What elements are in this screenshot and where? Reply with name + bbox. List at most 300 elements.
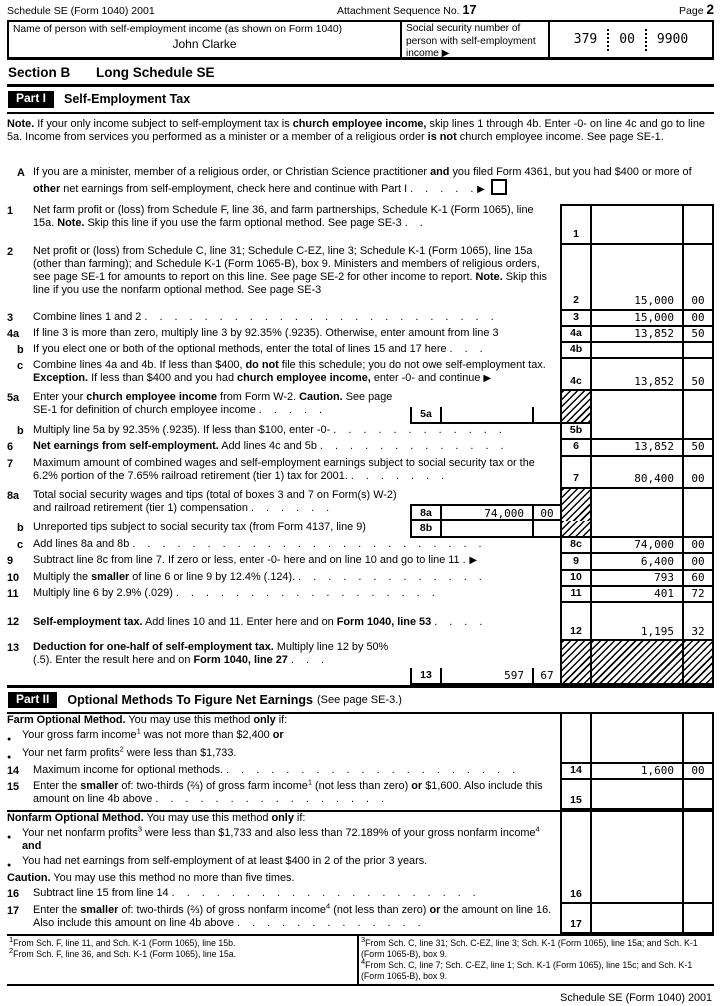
text-run: Subtract line 8c from line 7. If zero or less, enter -0- here and on line 10 and go to line 11 [33, 553, 463, 566]
cents-value-cell: 00 [682, 538, 714, 554]
text-run: smaller [80, 904, 119, 917]
amount-grid [560, 440, 714, 456]
text-run: If less than $400 and you had [88, 372, 238, 385]
footnotes-left-column [7, 936, 359, 984]
line-text [33, 166, 714, 199]
inner-cents-value [532, 521, 560, 536]
text-run: church employee income, [292, 117, 427, 130]
footnote-ref: 1 [9, 935, 14, 945]
footnote-ref: 1 [307, 777, 312, 787]
amount-grid [560, 904, 714, 934]
line-left [7, 812, 560, 827]
line-text [22, 726, 560, 746]
line-left [7, 391, 560, 424]
text-run: Multiply line 5a by 92.35% (.9235). If less than $100, enter -0- [33, 424, 334, 437]
attachment-sequence [337, 4, 679, 18]
line-left [7, 359, 560, 391]
line-number-cell [560, 521, 590, 538]
line-number-cell: 10 [560, 571, 590, 587]
form-line-8a [7, 489, 714, 521]
cents-value-cell [682, 489, 714, 521]
line-number: 12 [7, 616, 20, 629]
footnotes-right-column [359, 936, 714, 984]
line-number-cell: 4c [560, 359, 590, 391]
amount-value-cell: 80,400 [590, 457, 682, 489]
ssn-part-1: 379 [573, 32, 598, 48]
text-run: Multiply the [33, 570, 92, 583]
form-line-13 [7, 641, 714, 685]
form-line-14 [7, 764, 714, 780]
line-number: c [17, 360, 24, 373]
line-text [33, 901, 560, 934]
dot-leader: . . . . . . . . . . . . . . . . . . . . . . . . [144, 310, 495, 323]
text-run: Your gross farm income [22, 729, 137, 742]
cents-value-cell: 00 [682, 764, 714, 780]
line-left [7, 571, 560, 587]
dot-leader: . . . . . . . . . . . . . [319, 440, 505, 453]
ssn-part-3: 9900 [656, 32, 689, 48]
form-line-3 [7, 311, 714, 327]
text-run: Add lines 8a and 8b [33, 537, 133, 550]
page-header [7, 3, 714, 20]
line-number-cell [560, 641, 590, 685]
text-run: of: two-thirds (⅔) of gross farm income [118, 780, 308, 793]
text-run: from Form W-2. [217, 391, 300, 404]
footnote-ref: 3 [137, 824, 143, 834]
ssn-label: Social security number of person with self-employment income ▶ [400, 22, 550, 57]
amount-value-cell: 13,852 [590, 440, 682, 456]
amount-value-cell [590, 812, 682, 827]
amount-grid [560, 391, 714, 424]
line-left [7, 204, 560, 245]
dot-leader: . . . . . . . . . . . . . [237, 917, 422, 930]
footnote-ref: 4 [361, 956, 366, 966]
bullet-icon: ● [7, 834, 12, 842]
line-text [33, 204, 560, 245]
name-label: Name of person with self-employment income (as shown on Form 1040) [13, 24, 343, 36]
line-text [33, 391, 410, 424]
text-run: Enter your [33, 391, 87, 404]
text-run: were less than $1,733 and also less than 72.189% of your gross nonfarm income [142, 827, 536, 840]
dot-leader: . . . [290, 654, 326, 667]
text-run: smaller [91, 570, 130, 583]
amount-value-cell [590, 780, 682, 810]
amount-grid [560, 424, 714, 440]
amount-value-cell: 1,195 [590, 603, 682, 641]
text-run: church employee income, [237, 372, 371, 385]
text-run: Form 1040, line 53 [336, 615, 432, 628]
form-id: Schedule SE (Form 1040) 2001 [7, 5, 155, 17]
amount-value-cell: 74,000 [590, 538, 682, 554]
line-left [7, 457, 560, 489]
line-number-cell: 2 [560, 245, 590, 311]
section-b-label: Section B [8, 65, 71, 81]
inner-amount-box-5a [410, 407, 560, 424]
amount-value-cell: 13,852 [590, 327, 682, 343]
line-number-cell: 6 [560, 440, 590, 456]
amount-grid [560, 571, 714, 587]
text-run: From Sch. C, line 7; Sch. C-EZ, line 1; Sch. K-1 (Form 1065), line 15c; and Sch. K-1 (Form 1065-B), box 9. [361, 959, 693, 981]
line-number: 8a [7, 489, 20, 502]
text-run: Subtract line 15 from line 14 [33, 887, 172, 900]
form-line-A [7, 166, 714, 199]
line-text [33, 554, 560, 571]
text-run: and [22, 840, 42, 853]
footnote-ref: 4 [326, 901, 331, 911]
part2-header [7, 688, 714, 712]
line-text [33, 764, 560, 780]
cents-value-cell [682, 887, 714, 904]
farm-method-heading [7, 714, 714, 729]
amount-value-cell [590, 343, 682, 359]
dot-leader: . . . [449, 343, 484, 356]
line-text [22, 855, 560, 872]
line-number-cell: 12 [560, 603, 590, 641]
cents-value-cell: 60 [682, 571, 714, 587]
nonfarm-method-heading [7, 812, 714, 827]
text-run: $1,600. Also include this amount on line 4b above [33, 780, 543, 806]
text-run: is not [427, 130, 457, 143]
line-text [33, 641, 410, 685]
amount-grid [560, 245, 714, 311]
amount-grid [560, 855, 714, 872]
text-run: Add lines 4c and 5b [218, 440, 320, 453]
text-run: You had net earnings from self-employment of at least $400 in 2 of the prior 3 years. [22, 855, 428, 868]
text-run: you filed Form 4361, but you had $400 or more of [449, 165, 692, 178]
part1-title: Self-Employment Tax [64, 91, 191, 106]
dot-leader: . . . . . . . . . . . . . . . . [155, 793, 386, 806]
line-text [33, 327, 560, 343]
line-left [7, 440, 560, 456]
form-line-1 [7, 204, 714, 245]
line-number-cell [560, 714, 590, 729]
line-left [7, 603, 560, 641]
text-run: Maximum income for optional methods. [33, 763, 227, 776]
cents-value-cell: 00 [682, 311, 714, 327]
amount-grid [560, 521, 714, 538]
line-number: b [17, 425, 24, 438]
line-number-cell: 7 [560, 457, 590, 489]
cents-value-cell: 72 [682, 587, 714, 603]
dot-leader: . . [404, 216, 424, 229]
inner-amount-value: 74,000 [440, 506, 532, 519]
line-number: 15 [7, 781, 20, 794]
footnote-ref: 4 [535, 824, 540, 834]
amount-value-cell: 15,000 [590, 245, 682, 311]
inner-line-number: 13 [410, 668, 440, 683]
inner-amount-box-8b [410, 521, 560, 538]
text-run: Exception. [33, 372, 89, 385]
text-run: (not less than zero) [330, 904, 430, 917]
text-run: Farm Optional Method. [7, 714, 126, 727]
text-run: Net profit or (loss) from Schedule C, line 31; Schedule C-EZ, line 3; Schedule K-1 (Form 1065), line 15a (other than farming); and Schedule K-1 (Form 1065-B), box 9. Ministers and members of religious orders, see page SE-1 for amounts to report on this line. See page SE-2 for other income to report. [33, 244, 540, 284]
line-number-cell [560, 855, 590, 872]
footnote-ref: 1 [136, 726, 141, 736]
dot-leader: . . . . . . [250, 501, 331, 514]
line-left [7, 641, 560, 685]
amount-grid [560, 747, 714, 764]
form-line-4a [7, 327, 714, 343]
form-line-6 [7, 440, 714, 456]
amount-grid [560, 554, 714, 571]
form-line-11 [7, 587, 714, 603]
amount-grid [560, 887, 714, 904]
cents-value-cell [682, 780, 714, 810]
text-run: If you are a minister, member of a religious order, or Christian Science practitioner [33, 165, 431, 178]
text-run: If you elect one or both of the optional methods, enter the total of lines 15 and 17 here [33, 343, 450, 356]
amount-value-cell: 1,600 [590, 764, 682, 780]
amount-value-cell: 401 [590, 587, 682, 603]
line-left [7, 726, 560, 746]
page-footer: Schedule SE (Form 1040) 2001 [560, 992, 712, 1005]
amount-grid [560, 827, 714, 855]
text-run: only [253, 714, 276, 727]
text-run: of: two-thirds (⅔) of gross nonfarm income [118, 904, 326, 917]
cents-value-cell [682, 521, 714, 538]
form-line-b [7, 521, 714, 538]
dot-leader: . . . . . . . . . . . . [333, 424, 503, 437]
line-number: b [17, 344, 24, 357]
cents-value-cell [682, 904, 714, 934]
rule [7, 112, 714, 114]
inner-amount-box-8a [410, 504, 560, 521]
text-run: Deduction for one-half of self-employment tax. [33, 641, 274, 654]
ssn-value [550, 22, 712, 57]
line-a-checkbox[interactable] [491, 179, 507, 195]
cents-value-cell [682, 343, 714, 359]
text-run: Your net farm profits [22, 746, 120, 759]
line-left [7, 166, 714, 199]
text-run: church employee income. See page SE-1. [456, 130, 664, 143]
part2-tag: Part II [8, 692, 57, 708]
form-line-● [7, 824, 714, 855]
line-number: A [17, 166, 25, 179]
amount-grid [560, 780, 714, 810]
amount-value-cell [590, 747, 682, 764]
text-run: From Sch. F, line 36, and Sch. K-1 (Form 1065), line 15a. [13, 949, 237, 960]
text-run: Combine lines 1 and 2 [33, 310, 145, 323]
text-run: Net farm profit or (loss) from Schedule F, line 36, and farm partnerships, Schedule K-1 (Form 1065), line 15a. [33, 203, 534, 229]
amount-grid [560, 641, 714, 685]
dot-leader: . . . . [434, 615, 484, 628]
cents-value-cell: 00 [682, 245, 714, 311]
line-number-cell [560, 827, 590, 855]
line-number-cell: 14 [560, 764, 590, 780]
line-left [7, 587, 560, 603]
footnote [9, 946, 354, 960]
line-number: 10 [7, 571, 20, 584]
text-run: Total social security wages and tips (total of boxes 3 and 7 on Form(s) W-2) and railroad retirement (tier 1) compensation [33, 488, 397, 514]
dot-leader: . . . . . . . . . . . . . . . . . . [175, 587, 436, 600]
inner-line-number: 8a [410, 506, 440, 519]
note-paragraph [7, 118, 714, 160]
form-line-b [7, 343, 714, 359]
cents-value-cell: 50 [682, 440, 714, 456]
amount-value-cell [590, 489, 682, 521]
amount-value-cell [590, 729, 682, 746]
line-number: 1 [7, 204, 14, 217]
text-run: Combine lines 4a and 4b. If less than $400, [33, 359, 246, 372]
line-left [7, 764, 560, 780]
amount-grid [560, 603, 714, 641]
line-text [33, 587, 560, 603]
dot-leader: . . . . . [258, 404, 324, 417]
amount-value-cell [590, 855, 682, 872]
line-number: 14 [7, 764, 20, 777]
line-number-cell: 8c [560, 538, 590, 554]
line-text [33, 489, 410, 521]
cents-value-cell: 00 [682, 554, 714, 571]
text-run: You may use this method [143, 812, 272, 825]
text-run: enter -0- and continue [370, 372, 484, 385]
line-number-cell: 3 [560, 311, 590, 327]
text-run: Caution. [299, 391, 343, 404]
form-line-● [7, 744, 714, 764]
text-run: if: [293, 812, 306, 825]
line-left [7, 744, 560, 764]
dot-leader: . [462, 553, 467, 566]
text-run: smaller [80, 780, 119, 793]
line-number: 9 [7, 554, 14, 567]
text-run: Nonfarm Optional Method. [7, 812, 144, 825]
part1-tag: Part I [8, 91, 54, 107]
amount-grid [560, 872, 714, 887]
cents-value-cell: 32 [682, 603, 714, 641]
line-number-cell: 15 [560, 780, 590, 810]
text-run: only [271, 812, 294, 825]
line-left [7, 245, 560, 311]
amount-value-cell [590, 714, 682, 729]
line-number: 13 [7, 642, 20, 655]
text-run: Enter the [33, 780, 81, 793]
form-line-2 [7, 245, 714, 311]
text-run: Form 1040, line 27 [193, 654, 288, 667]
line-number-cell: 9 [560, 554, 590, 571]
text-run: Maximum amount of combined wages and self-employment earnings subject to social security tax or the 6.2% portion of the 7.65% railroad retirement (tier 1) tax for 2001. [33, 456, 535, 482]
cents-value-cell [682, 872, 714, 887]
cents-value-cell [682, 812, 714, 827]
dot-leader: . . . . . . . . . . . . . . . . . . . . . . . . [132, 537, 483, 550]
amount-grid [560, 457, 714, 489]
form-line-c [7, 538, 714, 554]
nonfarm-optional-method-section [7, 812, 714, 934]
text-run: Net earnings from self-employment. [33, 440, 219, 453]
text-run: Your net nonfarm profits [22, 827, 138, 840]
amount-value-cell [590, 391, 682, 424]
text-run: skip lines 1 through 4b. Enter -0- on line 4c and go to line 5a. Income from services you performed as a minister or a member of a religious order [7, 117, 705, 143]
amount-value-cell [590, 521, 682, 538]
inner-amount-value: 597 [440, 668, 532, 683]
inner-amount-value [440, 407, 532, 422]
inner-line-number: 5a [410, 407, 440, 422]
amount-grid [560, 311, 714, 327]
line-left [7, 489, 560, 521]
cents-value-cell [682, 855, 714, 872]
form-line-15 [7, 777, 714, 810]
cents-value-cell [682, 747, 714, 764]
line-number-cell [560, 391, 590, 424]
text-run: Skip this line if you use the nonfarm optional method. See page SE-3 [33, 271, 547, 297]
amount-value-cell [590, 204, 682, 245]
line-text [22, 824, 560, 855]
form-line-● [7, 726, 714, 746]
line-text [33, 521, 410, 538]
footnote-ref: 2 [9, 946, 14, 956]
line-text [7, 118, 714, 160]
line-number-cell [560, 872, 590, 887]
form-line-c [7, 359, 714, 391]
form-line-● [7, 855, 714, 872]
line-left [7, 521, 560, 538]
text-run: Skip this line if you use the farm optional method. See page SE-3 [84, 216, 405, 229]
text-run: You may use this method no more than five times. [50, 872, 295, 885]
text-run: Note. [475, 271, 503, 284]
footnote-ref: 3 [361, 935, 366, 945]
cents-value-cell [682, 729, 714, 746]
line-number-cell: 11 [560, 587, 590, 603]
amount-value-cell [590, 641, 682, 685]
line-text [7, 872, 560, 887]
line-text [33, 538, 560, 554]
text-run: See page SE-1 for definition of church employee income [33, 391, 393, 417]
amount-value-cell [590, 887, 682, 904]
line-text [33, 616, 560, 629]
text-run: Note. [7, 117, 35, 130]
line-left [7, 777, 560, 810]
amount-value-cell: 793 [590, 571, 682, 587]
form-line-9 [7, 554, 714, 571]
text-run: Multiply line 6 by 2.9% (.029) [33, 587, 176, 600]
bullet-icon: ● [7, 736, 12, 744]
line-text [33, 359, 560, 391]
attachment-number: 17 [462, 3, 477, 17]
inner-amount-box-13 [410, 668, 560, 685]
text-run: Enter the [33, 904, 81, 917]
attachment-label: Attachment Sequence No. [337, 5, 460, 17]
text-run: the amount on line 16. Also include this amount on line 4b above [33, 904, 552, 930]
part1-body [7, 118, 714, 686]
line-left [7, 824, 560, 855]
cents-value-cell: 50 [682, 327, 714, 343]
cents-value-cell [682, 391, 714, 424]
amount-grid [560, 343, 714, 359]
amount-value-cell: 13,852 [590, 359, 682, 391]
text-run: net earnings from self-employment, check here and continue with Part I [60, 182, 411, 195]
inner-amount-value [440, 521, 532, 536]
line-number-cell: 4a [560, 327, 590, 343]
amount-grid [560, 489, 714, 521]
line-number-cell [560, 729, 590, 746]
dot-leader: . . . . . . . . . . . . . . . . . . . . . [171, 887, 477, 900]
text-run: From Sch. C, line 31; Sch. C-EZ, line 3; Sch. K-1 (Form 1065), line 15a; and Sch. K-1 (Form 1065-B), box 9. [361, 938, 698, 960]
text-run: or [411, 780, 423, 793]
ssn-separator [645, 29, 647, 51]
amount-value-cell: 15,000 [590, 311, 682, 327]
line-number-cell: 17 [560, 904, 590, 934]
amount-grid [560, 359, 714, 391]
line-left [7, 311, 560, 327]
name-ssn-box [7, 20, 714, 60]
bullet-icon: ● [7, 862, 12, 870]
dot-leader: . . . . . [410, 182, 475, 195]
text-run: Unreported tips subject to social security tax (from Form 4137, line 9) [33, 520, 366, 533]
line-text [33, 457, 560, 489]
line-left [7, 887, 560, 904]
name-cell [9, 22, 400, 57]
arrow-icon: ▶ [474, 183, 485, 195]
text-run: (not less than zero) [312, 780, 412, 793]
footnote [361, 935, 711, 960]
